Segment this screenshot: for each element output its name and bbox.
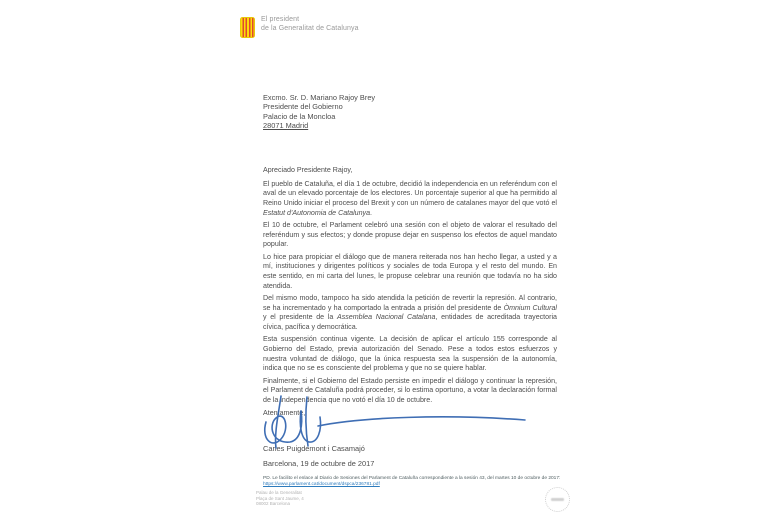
body-text: El 10 de octubre, el Parlament celebró una sesión con el objeto de valorar el resultado del referéndum y sus efectos; y donde propuse dejar en suspenso los efectos de aquel mandato popular. xyxy=(263,221,557,249)
footer-line3: 08002 Barcelona xyxy=(256,501,291,507)
body-text: El pueblo de Cataluña, el día 1 de octubre, decidió la independencia en un referéndum con el aval de un elevado porcentaje de los electores. Un porcentaje superior al que ha permitido al Reino Unido iniciar el proceso del Brexit y con un número de catalanes mayor del que votó el xyxy=(263,179,557,208)
body-text: Del mismo modo, tampoco ha sido atendida la petición de revertir la represión. Al contrario, se ha incrementado y ha comportado la entrada a prisión del presidente de xyxy=(263,293,557,312)
letter-body xyxy=(263,166,561,488)
signer-name: Carles Puigdemont i Casamajó xyxy=(263,444,365,454)
recipient-place: Palacio de la Moncloa xyxy=(263,111,336,121)
paragraph xyxy=(263,221,557,250)
postscript-text: PD. Le facilito el enlace al Diario de Sesiones del Parlament de Cataluña correspondiente a la sesión 43, del martes 10 de octubre de 2017: xyxy=(263,475,561,481)
body-text: Esta suspensión continua vigente. La decisión de aplicar el artículo 155 corresponde al Gobierno del Estado, previa autorización del Senado. Pese a todos estos esfuerzos y nuestra voluntad de diálogo, que la única respuesta sea la suspensión de la autonomía, indica que no se es consciente del problema y que no se quiere hablar. xyxy=(263,335,557,373)
letterhead-line1: El president xyxy=(261,16,300,23)
body-text: Finalmente, si el Gobierno del Estado persiste en impedir el diálogo y continuar la represión, el Parlament de Cataluña podrá proceder, si lo estima oportuno, a votar la declaración formal de la independencia que no votó el día 10 de octubre. xyxy=(263,376,557,404)
letterhead xyxy=(240,16,359,38)
paragraph xyxy=(263,377,557,406)
registry-seal-icon xyxy=(545,487,570,512)
paragraph xyxy=(263,180,557,219)
letter-paragraphs xyxy=(263,180,557,406)
recipient-city: 28071 Madrid xyxy=(263,120,309,130)
postscript xyxy=(263,476,563,489)
paragraph xyxy=(263,294,557,333)
recipient-title: Presidente del Gobierno xyxy=(263,102,343,112)
recipient-address xyxy=(263,93,375,130)
postscript-link[interactable]: https://www.parlament.cat/document/dspca/236781.pdf xyxy=(263,482,380,488)
footer-line1: Palau de la Generalitat xyxy=(256,490,302,495)
senyera-flag-icon xyxy=(240,17,255,38)
paragraph xyxy=(263,253,557,292)
salutation: Apreciado Presidente Rajoy, xyxy=(263,166,353,174)
footer-line2: Plaça de Sant Jaume, 4 xyxy=(256,495,304,501)
italic-text: Òmnium Cultural xyxy=(503,303,557,312)
body-text: y el presidente de la xyxy=(263,313,337,322)
body-text: . xyxy=(370,208,373,217)
closing: Atentamente, xyxy=(263,408,306,417)
footer-address xyxy=(256,490,304,507)
recipient-name: Excmo. Sr. D. Mariano Rajoy Brey xyxy=(263,93,376,102)
letterhead-line2: de la Generalitat de Catalunya xyxy=(261,24,359,32)
letterhead-title xyxy=(261,16,359,33)
body-text: Lo hice para propiciar el diálogo que de manera reiterada nos han hecho llegar, a usted y a mí, instituciones y dirigentes políticos y sociales de toda Europa y el resto del mundo. En este sentido, en mi carta del lunes, le propuse celebrar una reunión que todavía no ha sido atendida. xyxy=(263,252,557,290)
body-text: , entidades de acreditada trayectoria cívica, pacífica y democrática. xyxy=(263,313,557,332)
italic-text: Estatut d'Autonomia de Catalunya xyxy=(263,208,371,217)
seal-inner-mark xyxy=(551,498,564,501)
closing-block xyxy=(263,408,561,489)
paragraph xyxy=(263,335,557,374)
place-and-date: Barcelona, 19 de octubre de 2017 xyxy=(263,459,375,469)
italic-text: Assemblea Nacional Catalana xyxy=(336,313,436,322)
